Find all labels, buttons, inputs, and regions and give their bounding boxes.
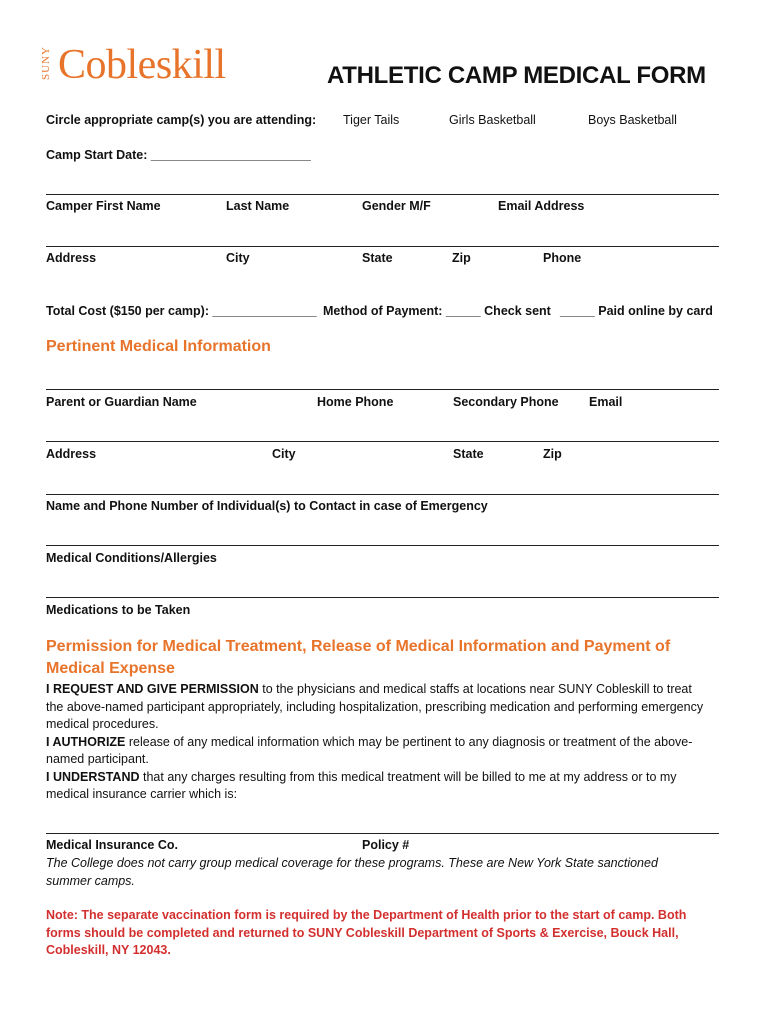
logo-wordmark: Cobleskill	[58, 42, 226, 88]
camp-option-girls-basketball[interactable]: Girls Basketball	[449, 113, 536, 127]
insurance-company-label: Medical Insurance Co.	[46, 838, 178, 852]
emergency-contact-line[interactable]	[46, 494, 719, 495]
camp-prompt: Circle appropriate camp(s) you are attending:	[46, 113, 317, 127]
guardian-zip-label: Zip	[543, 447, 562, 461]
guardian-address-label: Address	[46, 447, 97, 461]
medications-label: Medications to be Taken	[46, 603, 191, 617]
camp-option-tiger-tails[interactable]: Tiger Tails	[343, 113, 400, 127]
camper-zip-label: Zip	[452, 251, 471, 265]
guardian-secondary-phone-label: Secondary Phone	[453, 395, 559, 409]
medications-line[interactable]	[46, 597, 719, 598]
camper-address-label: Address	[46, 251, 97, 265]
camp-start-date-field[interactable]: Camp Start Date: _______________________	[46, 148, 311, 162]
medical-conditions-label: Medical Conditions/Allergies	[46, 551, 217, 565]
emergency-contact-label: Name and Phone Number of Individual(s) to Contact in case of Emergency	[46, 499, 488, 513]
camper-state-label: State	[362, 251, 393, 265]
camper-city-label: City	[226, 251, 250, 265]
camp-option-boys-basketball[interactable]: Boys Basketball	[588, 113, 677, 127]
permission-heading-line2: Medical Expense	[46, 660, 175, 677]
guardian-address-line[interactable]	[46, 441, 719, 442]
guardian-line[interactable]	[46, 389, 719, 390]
understand-clause: I UNDERSTAND that any charges resulting from this medical treatment will be billed to me at my address or to my medical insurance carrier which is:	[46, 769, 677, 801]
guardian-email-label: Email	[589, 395, 623, 409]
vaccination-note: Note: The separate vaccination form is required by the Department of Health prior to the start of camp. Both forms should be completed and returned to SUNY Cobleskill Department of Sports & Exercise, Bouck Hall, Cobleskill, NY 12043.	[46, 908, 687, 957]
camper-phone-label: Phone	[543, 251, 582, 265]
camper-gender-label: Gender M/F	[362, 199, 431, 213]
camper-first-name-label: Camper First Name	[46, 199, 161, 213]
request-permission-clause: I REQUEST AND GIVE PERMISSION to the physicians and medical staffs at locations near SUNY Cobleskill to treat the above-named participant appropriately, including hospitalization, prescribing medication and performing emergency medical procedures.	[46, 682, 704, 731]
guardian-state-label: State	[453, 447, 484, 461]
medical-info-heading: Pertinent Medical Information	[46, 338, 271, 355]
payment-check-sent-field[interactable]: Method of Payment: _____ Check sent	[323, 304, 551, 318]
permission-paragraph	[46, 681, 706, 804]
guardian-city-label: City	[272, 447, 296, 461]
total-cost-field[interactable]: Total Cost ($150 per camp): _______________	[46, 304, 317, 318]
insurance-line[interactable]	[46, 833, 719, 834]
logo-suny-text: SUNY	[40, 46, 52, 80]
permission-heading-line1: Permission for Medical Treatment, Release of Medical Information and Payment of	[46, 638, 671, 655]
guardian-home-phone-label: Home Phone	[317, 395, 394, 409]
insurance-note: The College does not carry group medical coverage for these programs. These are New York State sanctioned summer camps.	[46, 856, 658, 888]
guardian-name-label: Parent or Guardian Name	[46, 395, 197, 409]
camper-last-name-label: Last Name	[226, 199, 290, 213]
page-title: ATHLETIC CAMP MEDICAL FORM	[327, 62, 706, 89]
policy-number-label: Policy #	[362, 838, 410, 852]
camper-email-label: Email Address	[498, 199, 585, 213]
camper-name-line[interactable]	[46, 194, 719, 195]
authorize-clause: I AUTHORIZE release of any medical information which may be pertinent to any diagnosis or treatment of the above-named participant.	[46, 734, 693, 766]
payment-online-field[interactable]: _____ Paid online by card	[560, 304, 713, 318]
camper-address-line[interactable]	[46, 246, 719, 247]
medical-conditions-line[interactable]	[46, 545, 719, 546]
